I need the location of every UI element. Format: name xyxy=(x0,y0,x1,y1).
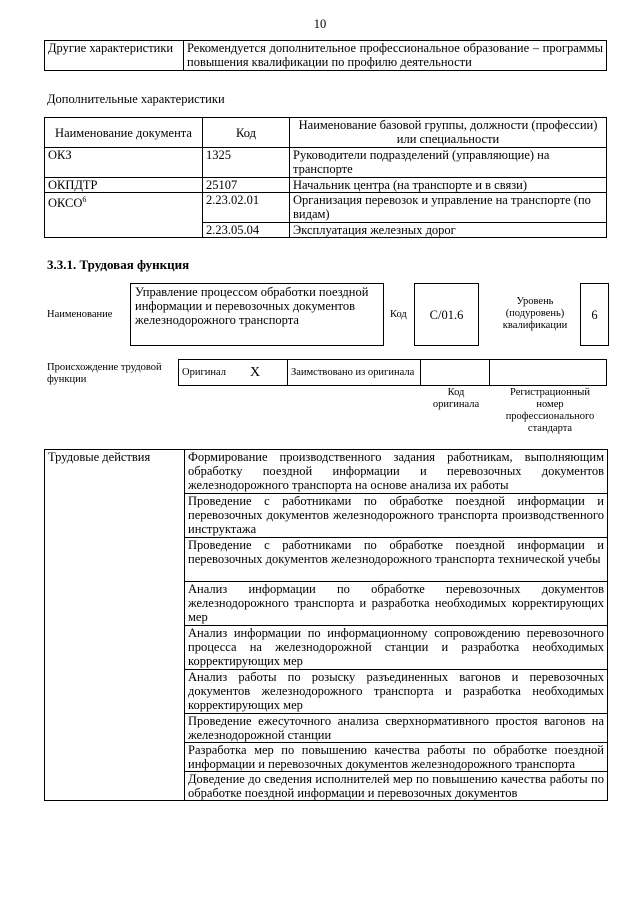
function-code-box xyxy=(414,283,479,346)
function-name: Управление процессом обработки поездной информации и перевозочных документов железнодорожного транспорта xyxy=(135,285,369,327)
origin-table xyxy=(178,359,607,386)
borrowed-label: Заимствовано из оригинала xyxy=(288,360,421,386)
level-label: Уровень (подуровень) квалификации xyxy=(502,296,568,331)
cell-name: Начальник центра (на транспорте и в связи) xyxy=(290,178,607,193)
footnote-mark: 6 xyxy=(82,195,87,204)
registration-number-cell xyxy=(490,360,607,386)
cell-name: Руководители подразделений (управляющие) на транспорте xyxy=(290,148,607,178)
labor-actions-table xyxy=(44,449,608,801)
level-box xyxy=(580,283,609,346)
cell-code: 2.23.02.01 xyxy=(203,193,290,223)
cell-code: 1325 xyxy=(203,148,290,178)
labor-action-item: Формирование производственного задания работникам, выполняющим обработку поездной информации и перевозочных документов железнодорожного транспорта на основе анализа их работы xyxy=(185,450,608,494)
cell-name: Эксплуатация железных дорог xyxy=(290,223,607,238)
other-characteristics-table xyxy=(44,40,607,71)
additional-characteristics-heading: Дополнительные характеристики xyxy=(47,92,225,106)
col-header-code: Код xyxy=(203,118,290,148)
cell-document: ОКЗ xyxy=(45,148,203,178)
table-row xyxy=(45,450,608,494)
registration-number-caption: Регистрационный номер профессионального стандарта xyxy=(505,387,595,434)
labor-action-item: Проведение с работниками по обработке поездной информации и перевозочных документов железнодорожного транспорта технической учебы xyxy=(185,538,608,582)
cell-document: ОКПДТР xyxy=(45,178,203,193)
level-value: 6 xyxy=(591,307,598,322)
function-name-box xyxy=(130,283,384,346)
cell-name: Организация перевозок и управление на транспорте (по видам) xyxy=(290,193,607,223)
origin-label: Происхождение трудовой функции xyxy=(47,362,162,385)
labor-actions-label: Трудовые действия xyxy=(45,450,185,801)
original-code-caption: Код оригинала xyxy=(432,387,480,410)
page-number: 10 xyxy=(313,17,327,31)
additional-characteristics-table xyxy=(44,117,607,238)
document-name: ОКСО xyxy=(48,196,83,211)
labor-action-item: Проведение ежесуточного анализа сверхнормативного простоя вагонов на железнодорожной станции xyxy=(185,714,608,743)
other-characteristics-label: Другие характеристики xyxy=(45,41,184,71)
cell-document xyxy=(45,193,203,238)
original-mark: X xyxy=(247,360,288,386)
function-code: С/01.6 xyxy=(429,307,464,322)
labor-action-item: Анализ работы по розыску разъединенных вагонов и перевозочных документов железнодорожного транспорта и разработка необходимых корректирующих мер xyxy=(185,670,608,714)
other-characteristics-value: Рекомендуется дополнительное профессиональное образование – программы повышения квалификации по профилю деятельности xyxy=(184,41,607,71)
col-header-document: Наименование документа xyxy=(45,118,203,148)
code-label: Код xyxy=(390,309,407,320)
original-label: Оригинал xyxy=(179,360,248,386)
table-row xyxy=(45,148,607,178)
cell-code: 25107 xyxy=(203,178,290,193)
table-row xyxy=(45,178,607,193)
labor-action-item: Проведение с работниками по обработке поездной информации и перевозочных документов железнодорожного транспорта производственного инструктажа xyxy=(185,494,608,538)
cell-code: 2.23.05.04 xyxy=(203,223,290,238)
labor-action-item: Анализ информации по информационному сопровождению перевозочного процесса на железнодорожной станции и разработка необходимых корректирующих мер xyxy=(185,626,608,670)
labor-action-item: Разработка мер по повышению качества работы по обработке поездной информации и перевозочных документов железнодорожного транспорта xyxy=(185,743,608,772)
name-label: Наименование xyxy=(47,309,113,320)
labor-action-item: Доведение до сведения исполнителей мер по повышению качества работы по обработке поездной информации и перевозочных документов xyxy=(185,772,608,801)
table-row xyxy=(45,193,607,223)
original-code-cell xyxy=(421,360,490,386)
labor-action-item: Анализ информации по обработке перевозочных документов железнодорожного транспорта и разработка необходимых корректирующих мер xyxy=(185,582,608,626)
section-title: 3.3.1. Трудовая функция xyxy=(47,257,190,272)
col-header-name: Наименование базовой группы, должности (профессии) или специальности xyxy=(290,118,607,148)
